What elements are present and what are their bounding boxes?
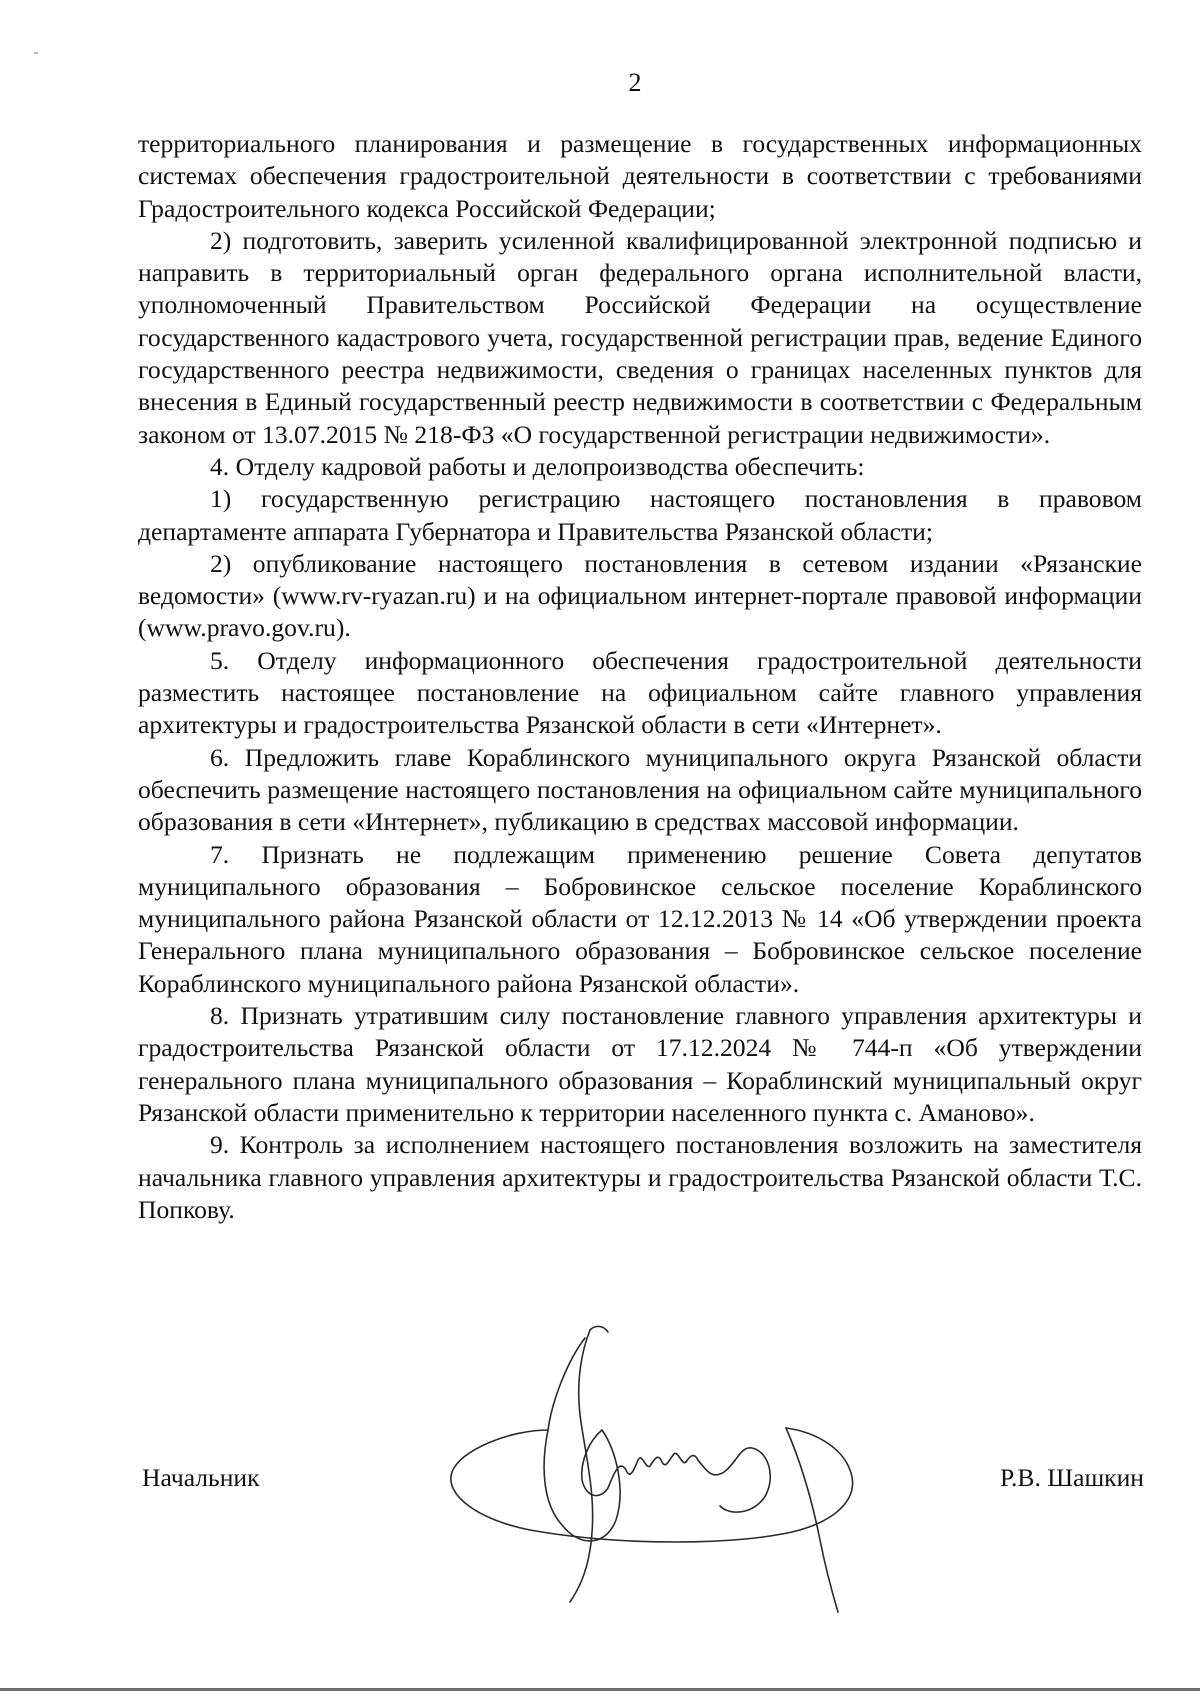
paragraph-item-6: 6. Предложить главе Кораблинского муниципального округа Рязанской области обеспечить размещение настоящего постановления на официальном сайте муниципального образования в сети «Интернет», публикацию в средствах массовой информации. <box>138 742 1142 837</box>
scan-edge-line <box>0 1688 1200 1691</box>
handwritten-signature <box>440 1320 880 1620</box>
paragraph-item-4-1: 1) государственную регистрацию настоящего постановления в правовом департаменте аппарата Губернатора и Правительства Рязанской области; <box>138 484 1142 546</box>
paragraph-continuation: территориального планирования и размещение в государственных информационных системах обеспечения градостроительной деятельности в соответствии с требованиями Градостроительного кодекса Российской Федерации; <box>138 129 1142 223</box>
document-body <box>138 128 1142 1226</box>
signer-position: Начальник <box>142 1463 260 1492</box>
paragraph-item-5: 5. Отделу информационного обеспечения градостроительной деятельности разместить настоящее постановление на официальном сайте главного управления архитектуры и градостроительства Рязанской области в сети «Интернет». <box>138 645 1142 740</box>
paragraph-item-3-2: 2) подготовить, заверить усиленной квалифицированной электронной подписью и направить в территориальный орган федерального органа исполнительной власти, уполномоченный Правительством Российской Федерации на осуществление государственного кадастрового учета, государственной регистрации прав, ведение Единого государственного реестра недвижимости, сведения о границах населенных пунктов для внесения в Единый государственный реестр недвижимости в соответствии с Федеральным законом от 13.07.2015 № 218-ФЗ «О государственной регистрации недвижимости». <box>138 225 1142 449</box>
paragraph-item-4-2: 2) опубликование настоящего постановления в сетевом издании «Рязанские ведомости» (www.rv-ryazan.ru) и на официальном интернет-портале правовой информации (www.pravo.gov.ru). <box>138 548 1142 643</box>
paragraph-item-9: 9. Контроль за исполнением настоящего постановления возложить на заместителя начальника главного управления архитектуры и градостроительства Рязанской области Т.С. Попкову. <box>138 1130 1142 1224</box>
page-number: 2 <box>628 68 642 97</box>
paragraph-item-7: 7. Признать не подлежащим применению решение Совета депутатов муниципального образования – Бобровинское сельское поселение Кораблинского муниципального района Рязанской области от 12.12.2013 № 14 «Об утверждении проекта Генерального плана муниципального образования – Бобровинское сельское поселение Кораблинского муниципального района Рязанской области». <box>138 839 1142 998</box>
paragraph-item-4: 4. Отделу кадровой работы и делопроизводства обеспечить: <box>210 451 865 481</box>
paragraph-item-8: 8. Признать утратившим силу постановление главного управления архитектуры и градостроительства Рязанской области от 17.12.2024 № 744-п «Об утверждении генерального плана муниципального образования – Кораблинский муниципальный округ Рязанской области применительно к территории населенного пункта с. Аманово». <box>138 1001 1142 1127</box>
signer-name: Р.В. Шашкин <box>999 1463 1144 1492</box>
scan-artifact <box>34 52 38 54</box>
